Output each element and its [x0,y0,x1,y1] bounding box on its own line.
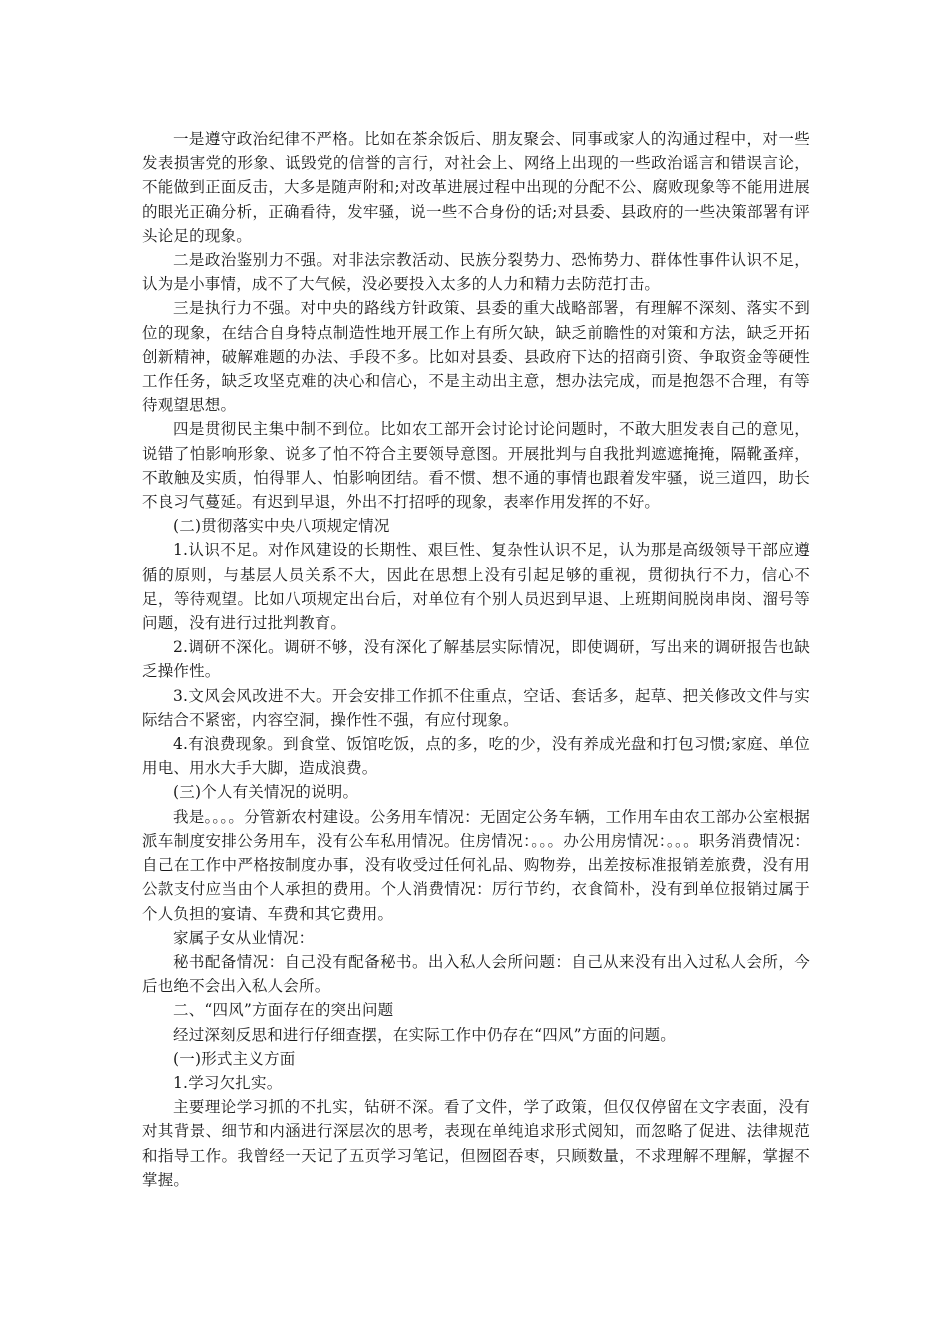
paragraph: 二是政治鉴别力不强。对非法宗教活动、民族分裂势力、恐怖势力、群体性事件认识不足，认为是小事情，成不了大气候，没必要投入太多的人力和精力去防范打击。 [142,251,810,294]
paragraph: 家属子女从业情况： [173,928,315,947]
section-heading: (一)形式主义方面 [173,1049,296,1068]
paragraph: 一是遵守政治纪律不严格。比如在茶余饭后、朋友聚会、同事或家人的沟通过程中，对一些发表损害党的形象、诋毁党的信誉的言行，对社会上、网络上出现的一些政治谣言和错误言论，不能做到正面反击，大多是随声附和;对改革进展过程中出现的分配不公、腐败现象等不能用进展的眼光正确分析，正确看待，发牢骚，说一些不合身份的话;对县委、县政府的一些决策部署有评头论足的现象。 [142,130,810,245]
paragraph: 4.有浪费现象。到食堂、饭馆吃饭，点的多，吃的少，没有养成光盘和打包习惯;家庭、单位用电、用水大手大脚，造成浪费。 [142,735,810,778]
section-heading: 1.学习欠扎实。 [173,1073,283,1092]
paragraph: 我是。。。。分管新农村建设。公务用车情况：无固定公务车辆，工作用车由农工部办公室根据派车制度安排公务用车，没有公车私用情况。住房情况：。。。办公用房情况：。。。职务消费情况：自己在工作中严格按制度办事，没有收受过任何礼品、购物券，出差按标准报销差旅费，没有用公款支付应当由个人承担的费用。个人消费情况：厉行节约，衣食简朴，没有到单位报销过属于个人负担的宴请、车费和其它费用。 [142,807,810,923]
paragraph: 经过深刻反思和进行仔细查摆，在实际工作中仍存在“四风”方面的问题。 [173,1025,676,1044]
paragraph: 1.认识不足。对作风建设的长期性、艰巨性、复杂性认识不足，认为那是高级领导干部应遵循的原则，与基层人员关系不大，因此在思想上没有引起足够的重视，贯彻执行不力，信心不足，等待观望。比如八项规定出台后，对单位有个别人员迟到早退、上班期间脱岗串岗、溜号等问题，没有进行过批判教育。 [142,541,810,633]
paragraph: 三是执行力不强。对中央的路线方针政策、县委的重大战略部署，有理解不深刻、落实不到位的现象，在结合自身特点制造性地开展工作上有所欠缺，缺乏前瞻性的对策和方法，缺乏开拓创新精神，破解难题的办法、手段不多。比如对县委、县政府下达的招商引资、争取资金等硬性工作任务，缺乏攻坚克难的决心和信心，不是主动出主意，想办法完成，而是抱怨不合理，有等待观望思想。 [142,299,810,415]
section-heading: (三)个人有关情况的说明。 [173,783,359,802]
section-heading: (二)贯彻落实中央八项规定情况 [173,517,390,536]
paragraph: 四是贯彻民主集中制不到位。比如农工部开会讨论讨论问题时，不敢大胆发表自己的意见，说错了怕影响形象、说多了怕不符合主要领导意图。开展批判与自我批判遮遮掩掩，隔靴蚤痒，不敢触及实质，怕得罪人、怕影响团结。看不惯、想不通的事情也跟着发牢骚，说三道四，助长不良习气蔓延。有迟到早退，外出不打招呼的现象，表率作用发挥的不好。 [142,420,810,512]
document-body [142,127,810,1192]
paragraph: 3.文风会风改进不大。开会安排工作抓不住重点，空话、套话多，起草、把关修改文件与实际结合不紧密，内容空洞，操作性不强，有应付现象。 [142,686,810,729]
paragraph: 秘书配备情况：自己没有配备秘书。出入私人会所问题：自己从来没有出入过私人会所，今后也绝不会出入私人会所。 [142,952,810,996]
paragraph: 2.调研不深化。调研不够，没有深化了解基层实际情况，即使调研，写出来的调研报告也缺乏操作性。 [142,638,810,681]
section-heading: 二、“四风”方面存在的突出问题 [173,1001,394,1020]
paragraph: 主要理论学习抓的不扎实，钻研不深。看了文件，学了政策，但仅仅停留在文字表面，没有对其背景、细节和内涵进行深层次的思考，表现在单纯追求形式阅知，而忽略了促进、法律规范和指导工作。我曾经一天记了五页学习笔记，但囫囵吞枣，只顾数量，不求理解不理解，掌握不掌握。 [142,1098,810,1189]
